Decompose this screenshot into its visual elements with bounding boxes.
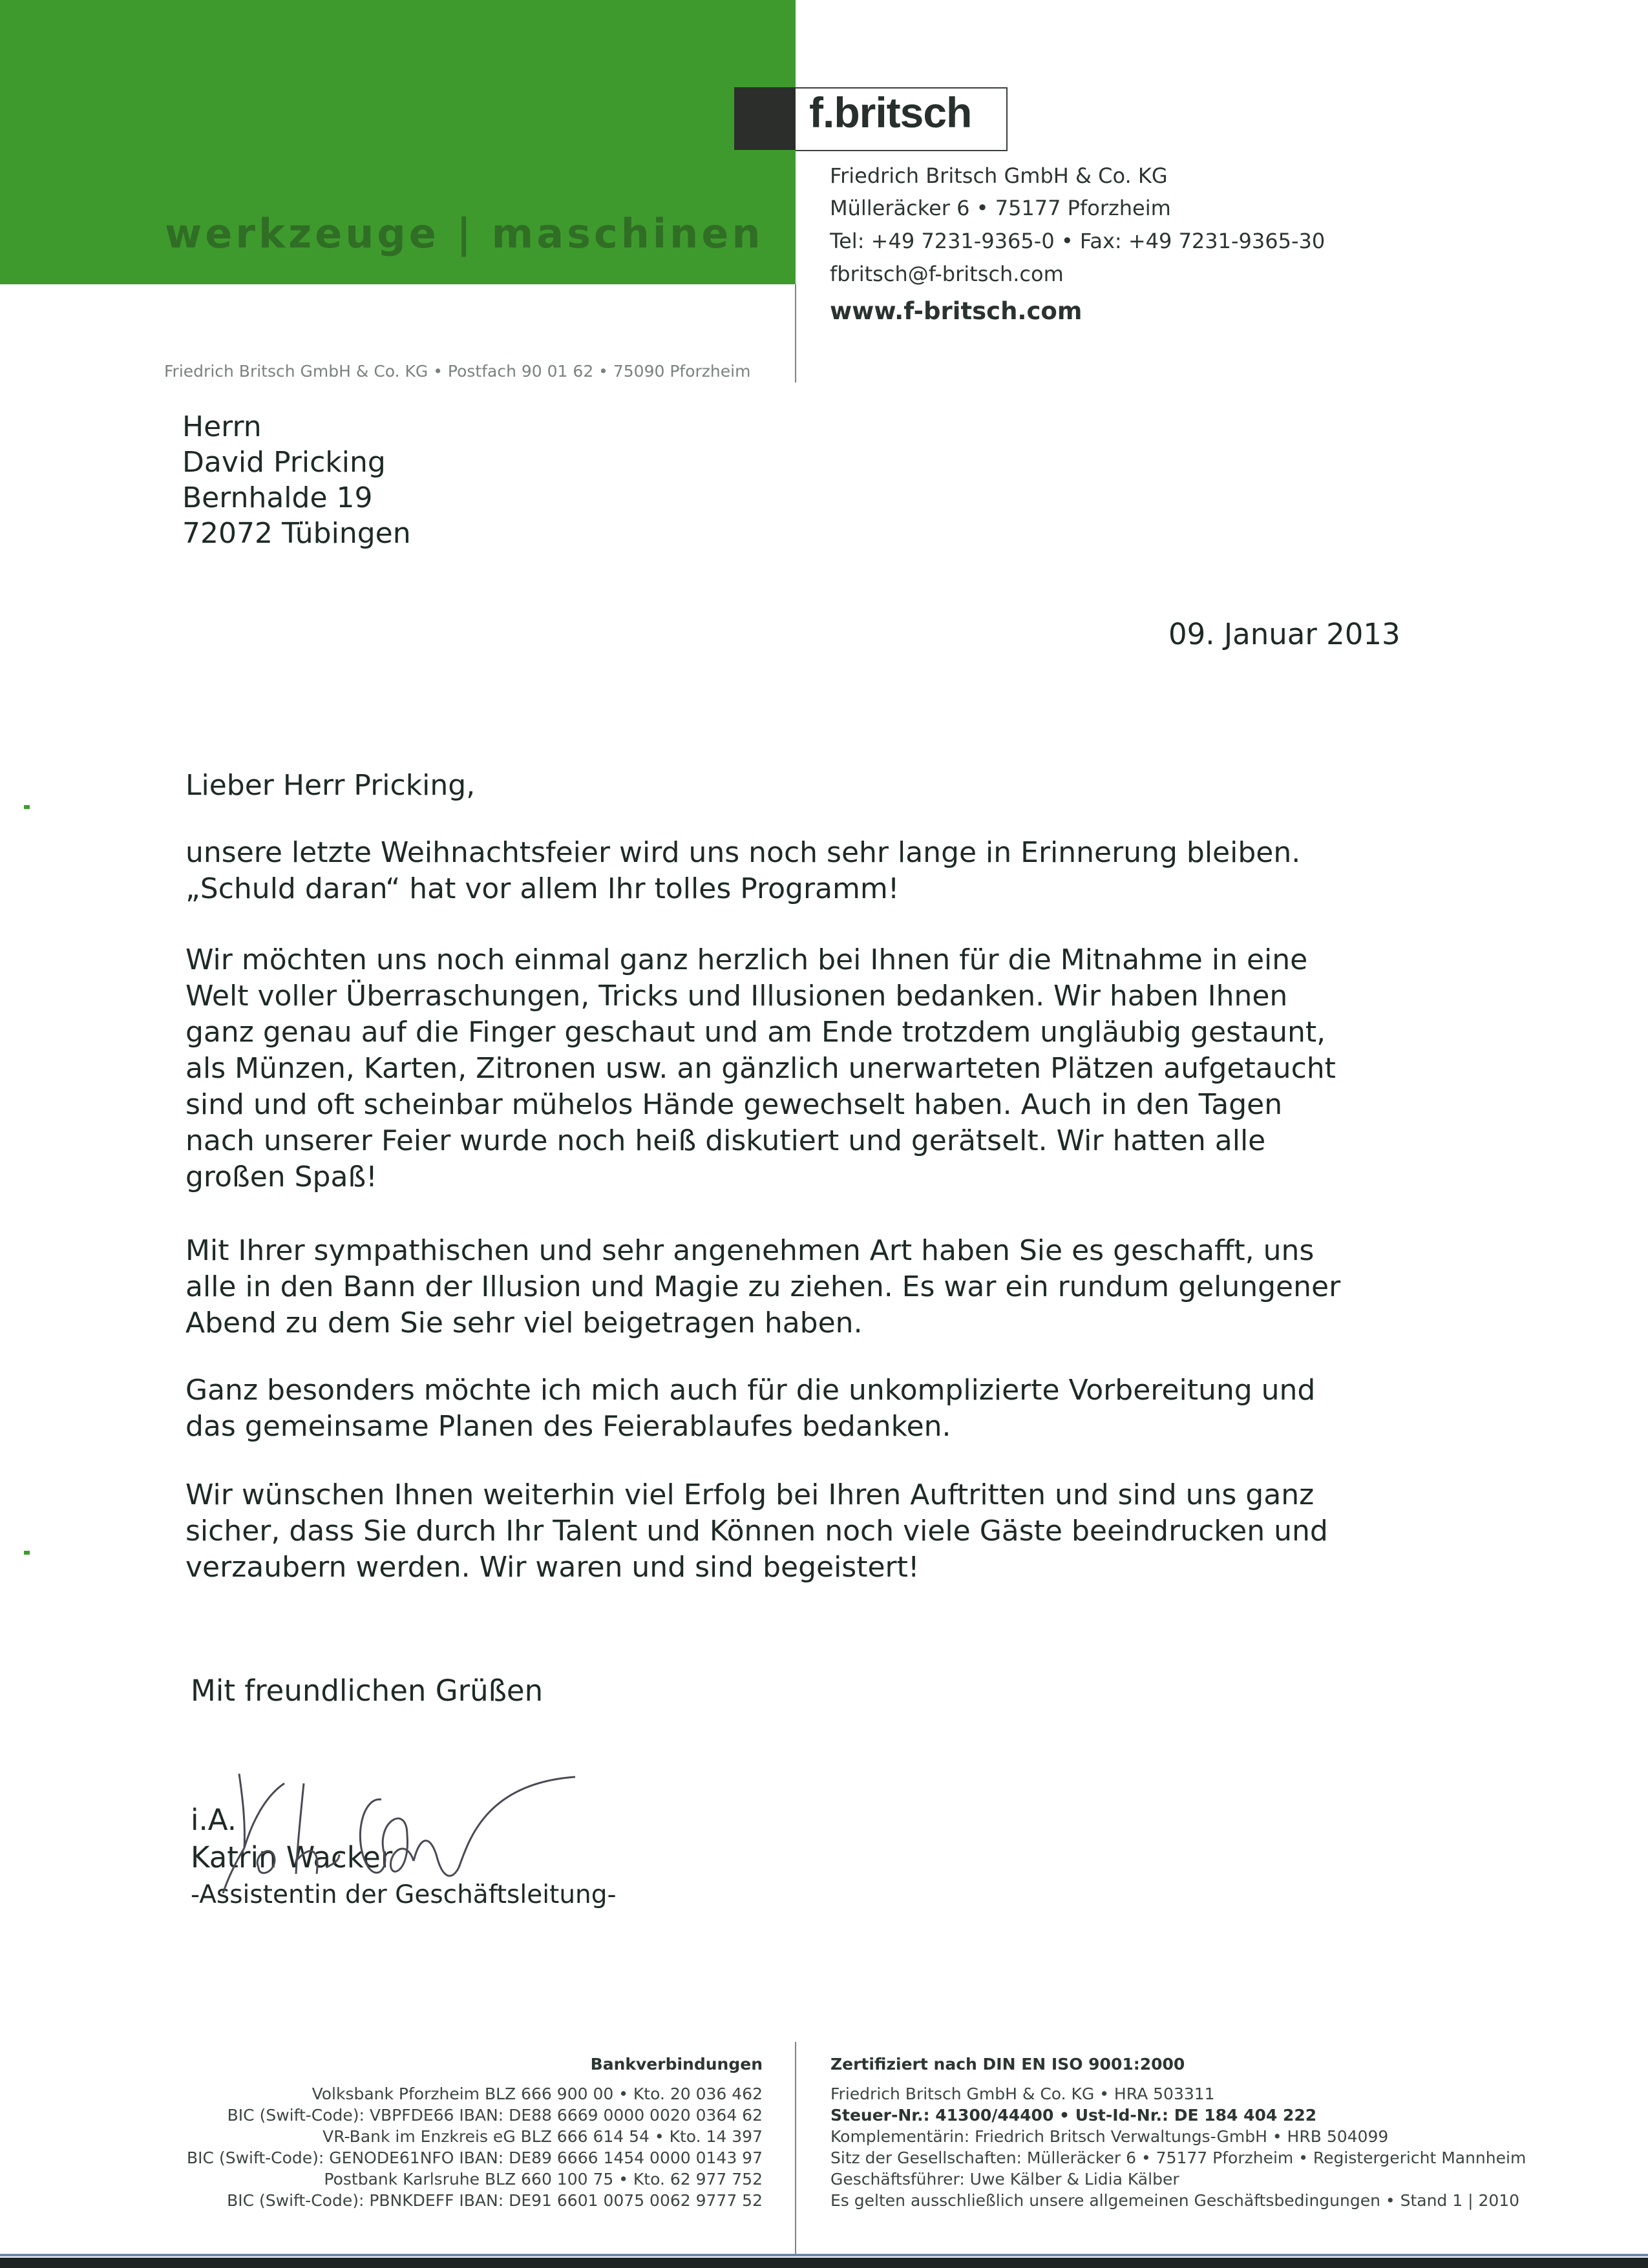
company-logo: f.britsch — [809, 89, 972, 136]
letter-paragraph: Mit Ihrer sympathischen und sehr angenehmen Art haben Sie es geschafft, uns alle in den Bann der Illusion und Magie zu ziehen. Es war ein rundum gelungener Abend zu dem Sie sehr viel beigetragen haben. — [185, 1234, 1341, 1339]
company-legal-line: Es gelten ausschließlich unsere allgemeinen Geschäftsbedingungen • Stand 1 | 2010 — [830, 2191, 1520, 2210]
letter-greeting: Lieber Herr Pricking, — [185, 769, 476, 802]
recipient-name: David Pricking — [182, 446, 386, 479]
company-legal-line: Sitz der Gesellschaften: Mülleräcker 6 • 75177 Pforzheim • Registergericht Mannheim — [830, 2148, 1527, 2167]
bank-line: BIC (Swift-Code): PBNKDEFF IBAN: DE91 6601 0075 0062 9777 52 — [227, 2191, 763, 2210]
bank-line: Volksbank Pforzheim BLZ 666 900 00 • Kto. 20 036 462 — [312, 2084, 763, 2103]
company-street: Mülleräcker 6 • 75177 Pforzheim — [830, 196, 1171, 220]
signer-title: -Assistentin der Geschäftsleitung- — [191, 1880, 617, 1909]
company-name: Friedrich Britsch GmbH & Co. KG — [830, 163, 1168, 188]
letter-date: 09. Januar 2013 — [1168, 617, 1400, 651]
tax-id-line: Steuer-Nr.: 41300/44400 • Ust-Id-Nr.: DE 184 404 222 — [830, 2106, 1317, 2125]
logo-dark-square — [734, 87, 796, 150]
letter-closing: Mit freundlichen Grüßen — [191, 1674, 544, 1708]
recipient-salutation: Herrn — [182, 410, 262, 443]
certification-heading: Zertifiziert nach DIN EN ISO 9001:2000 — [830, 2055, 1185, 2074]
bank-line: BIC (Swift-Code): VBPFDE66 IBAN: DE88 6669 0000 0020 0364 62 — [227, 2106, 763, 2125]
company-phone-fax: Tel: +49 7231-9365-0 • Fax: +49 7231-9365-30 — [830, 229, 1326, 253]
signer-name: Katrin Wacker — [191, 1840, 393, 1874]
company-legal-line: Friedrich Britsch GmbH & Co. KG • HRA 503311 — [830, 2084, 1215, 2103]
scan-edge-line — [0, 2254, 1648, 2256]
fold-mark — [24, 805, 30, 809]
recipient-city: 72072 Tübingen — [182, 517, 411, 550]
letter-paragraph: Ganz besonders möchte ich mich auch für die unkomplizierte Vorbereitung und das gemeinsame Planen des Feierablaufes bedanken. — [185, 1374, 1316, 1443]
company-legal-line: Geschäftsführer: Uwe Kälber & Lidia Kälber — [830, 2170, 1179, 2189]
company-website[interactable]: www.f-britsch.com — [830, 297, 1083, 325]
bank-line: BIC (Swift-Code): GENODE61NFO IBAN: DE89 6666 1454 0000 0143 97 — [187, 2148, 763, 2167]
fold-mark — [24, 1551, 30, 1555]
header-divider — [795, 284, 796, 383]
bank-line: Postbank Karlsruhe BLZ 660 100 75 • Kto. 62 977 752 — [324, 2170, 763, 2189]
return-address: Friedrich Britsch GmbH & Co. KG • Postfach 90 01 62 • 75090 Pforzheim — [164, 362, 751, 381]
letter-paragraph: Wir wünschen Ihnen weiterhin viel Erfolg bei Ihren Auftritten und sind uns ganz sicher, dass Sie durch Ihr Talent und Können noch viele Gäste beeindrucken und verzaubern werden. Wir waren und sind begeistert! — [185, 1478, 1328, 1584]
company-legal-line: Komplementärin: Friedrich Britsch Verwaltungs-GmbH • HRB 504099 — [830, 2127, 1389, 2146]
bank-heading: Bankverbindungen — [590, 2055, 763, 2074]
company-email[interactable]: fbritsch@f-britsch.com — [830, 262, 1064, 286]
handwritten-signature — [213, 1770, 601, 1900]
letter-paragraph: unsere letzte Weihnachtsfeier wird uns noch sehr lange in Erinnerung bleiben. „Schuld daran“ hat vor allem Ihr tolles Programm! — [185, 836, 1301, 905]
recipient-street: Bernhalde 19 — [182, 481, 373, 514]
scan-edge-bar — [0, 2258, 1648, 2268]
footer-divider — [795, 2042, 796, 2256]
company-tagline: werkzeuge | maschinen — [165, 210, 764, 257]
letter-paragraph: Wir möchten uns noch einmal ganz herzlich bei Ihnen für die Mitnahme in eine Welt voller Überraschungen, Tricks und Illusionen bedanken. Wir haben Ihnen ganz genau auf die Finger geschaut und am Ende trotzdem ungläubig gestaunt, als Münzen, Karten, Zitronen usw. an gänzlich unerwarteten Plätzen aufgetaucht sind und oft scheinbar mühelos Hände gewechselt haben. Auch in den Tagen nach unserer Feier wurde noch heiß diskutiert und gerätselt. Wir hatten alle großen Spaß! — [185, 943, 1336, 1193]
on-behalf-abbreviation: i.A. — [191, 1803, 237, 1837]
bank-line: VR-Bank im Enzkreis eG BLZ 666 614 54 • Kto. 14 397 — [322, 2127, 763, 2146]
